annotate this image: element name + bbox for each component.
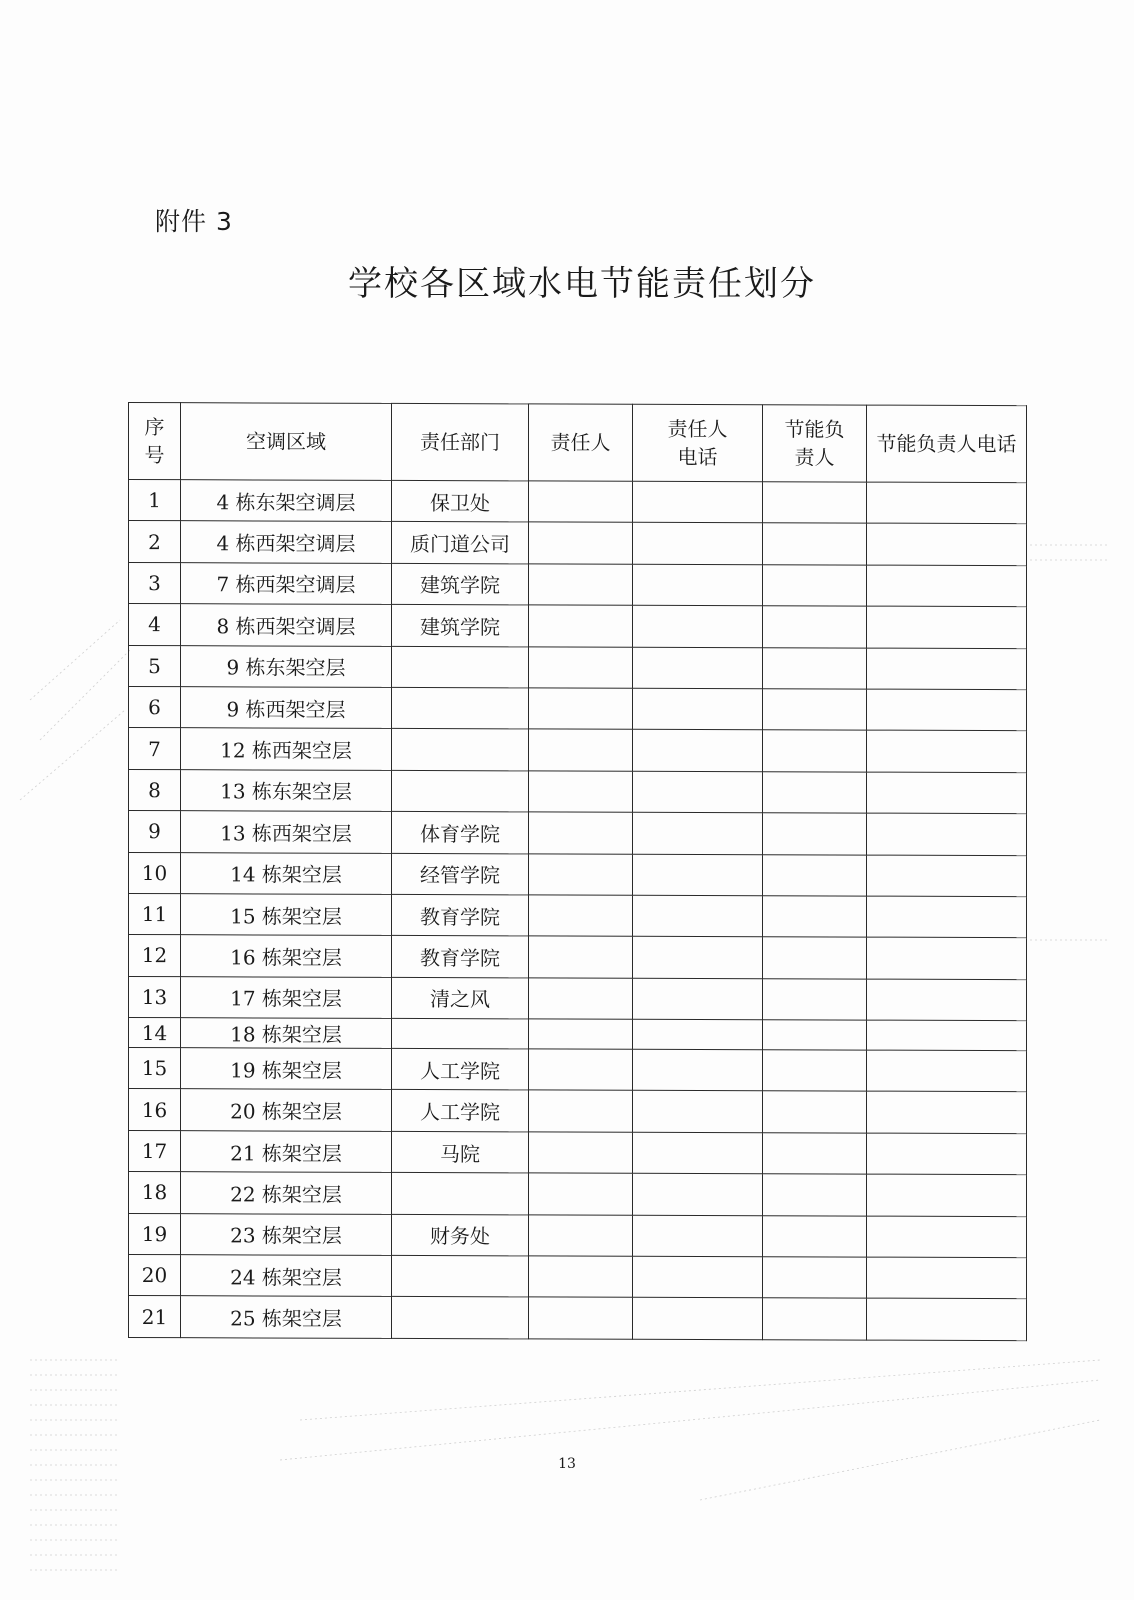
cell-saver — [763, 730, 867, 772]
cell-seq: 21 — [129, 1296, 181, 1338]
table-body — [129, 480, 1027, 1341]
header-saver-phone-label: 节能负责人电话 — [876, 431, 1017, 457]
cell-seq: 12 — [129, 935, 181, 977]
cell-saver-phone — [867, 1133, 1027, 1175]
header-dept: 责任部门 — [392, 403, 529, 480]
cell-area: 16 栋架空层 — [181, 935, 392, 977]
cell-person — [529, 812, 633, 854]
cell-phone — [633, 812, 763, 854]
cell-dept — [392, 646, 529, 688]
cell-seq: 2 — [129, 521, 181, 563]
cell-phone — [633, 895, 763, 937]
cell-person — [529, 688, 633, 730]
table-row — [129, 1089, 1027, 1134]
cell-phone — [633, 854, 763, 896]
cell-area: 20 栋架空层 — [181, 1089, 392, 1131]
cell-seq: 19 — [129, 1213, 181, 1255]
cell-phone — [633, 937, 763, 979]
table-row — [129, 1172, 1027, 1217]
cell-dept: 保卫处 — [392, 480, 529, 522]
cell-saver-phone — [867, 1216, 1027, 1258]
cell-seq: 11 — [129, 893, 181, 935]
cell-dept: 质门道公司 — [392, 522, 529, 564]
cell-person — [529, 522, 633, 564]
cell-person — [529, 936, 633, 978]
cell-area: 17 栋架空层 — [181, 976, 392, 1018]
cell-saver-phone — [867, 896, 1027, 938]
cell-area: 12 栋西架空层 — [181, 728, 392, 770]
cell-dept: 教育学院 — [392, 936, 529, 978]
cell-phone — [633, 1091, 763, 1133]
table-row — [129, 976, 1027, 1021]
responsibility-table-container — [128, 402, 1026, 1341]
cell-saver-phone — [867, 1020, 1027, 1051]
cell-saver — [763, 1174, 867, 1216]
cell-dept — [392, 687, 529, 729]
cell-person — [529, 729, 633, 771]
cell-dept: 清之风 — [392, 977, 529, 1019]
table-row — [129, 769, 1027, 814]
cell-person — [529, 646, 633, 688]
table-row — [129, 728, 1027, 773]
cell-person — [529, 1173, 633, 1215]
header-seq — [129, 403, 181, 480]
cell-saver — [763, 1091, 867, 1133]
cell-saver-phone — [867, 979, 1027, 1021]
cell-dept: 建筑学院 — [392, 605, 529, 647]
cell-seq: 5 — [129, 645, 181, 687]
cell-seq: 9 — [129, 811, 181, 853]
table-row — [129, 562, 1027, 607]
cell-phone — [633, 1019, 763, 1049]
page-title: 学校各区域水电节能责任划分 — [348, 264, 816, 304]
cell-saver-phone — [867, 482, 1027, 524]
page-number: 13 — [558, 1456, 576, 1472]
cell-dept: 财务处 — [392, 1214, 529, 1256]
header-seq-label: 序号 — [144, 415, 165, 468]
cell-saver — [763, 1133, 867, 1175]
cell-saver — [763, 813, 867, 855]
cell-saver — [763, 606, 867, 648]
cell-saver-phone — [867, 813, 1027, 855]
cell-saver-phone — [867, 1174, 1027, 1216]
cell-seq: 10 — [129, 852, 181, 894]
cell-area: 24 栋架空层 — [181, 1255, 392, 1297]
table-row — [129, 686, 1027, 731]
table-header-row — [129, 403, 1027, 483]
cell-seq: 15 — [129, 1048, 181, 1090]
cell-person — [529, 481, 633, 523]
cell-dept: 马院 — [392, 1131, 529, 1173]
cell-area: 23 栋架空层 — [181, 1213, 392, 1255]
cell-area: 4 栋东架空调层 — [181, 480, 392, 522]
cell-phone — [633, 688, 763, 730]
cell-seq: 7 — [129, 728, 181, 770]
cell-saver-phone — [867, 772, 1027, 814]
table-row — [129, 1255, 1027, 1300]
table-row — [129, 604, 1027, 649]
header-saver-phone — [867, 405, 1027, 483]
cell-phone — [633, 1174, 763, 1216]
cell-saver — [763, 1215, 867, 1257]
cell-area: 4 栋西架空调层 — [181, 521, 392, 563]
cell-dept — [392, 1255, 529, 1297]
cell-seq: 20 — [129, 1255, 181, 1297]
cell-saver — [763, 1050, 867, 1092]
cell-saver — [763, 854, 867, 896]
header-area: 空调区域 — [181, 403, 392, 481]
table-row — [129, 1018, 1027, 1051]
cell-seq: 16 — [129, 1089, 181, 1131]
cell-dept: 建筑学院 — [392, 563, 529, 605]
cell-dept: 体育学院 — [392, 812, 529, 854]
cell-seq: 14 — [129, 1018, 181, 1048]
table-row — [129, 1296, 1027, 1341]
cell-phone — [633, 1256, 763, 1298]
cell-area: 19 栋架空层 — [181, 1048, 392, 1090]
cell-saver — [763, 1020, 867, 1050]
header-saver-label: 节能负责人 — [784, 417, 845, 470]
table-row — [129, 1048, 1027, 1093]
attachment-label: 附件 3 — [155, 207, 233, 236]
cell-person — [529, 1297, 633, 1339]
header-saver — [763, 405, 867, 482]
cell-seq: 1 — [129, 480, 181, 522]
cell-area: 18 栋架空层 — [181, 1018, 392, 1049]
cell-seq: 3 — [129, 562, 181, 604]
cell-dept: 人工学院 — [392, 1048, 529, 1090]
table-row — [129, 480, 1027, 525]
cell-person — [529, 1215, 633, 1257]
cell-saver — [763, 896, 867, 938]
table-row — [129, 811, 1027, 856]
cell-area: 9 栋东架空层 — [181, 645, 392, 687]
cell-phone — [633, 564, 763, 606]
cell-saver — [763, 937, 867, 979]
cell-person — [529, 1132, 633, 1174]
cell-phone — [633, 978, 763, 1020]
cell-dept: 人工学院 — [392, 1090, 529, 1132]
cell-saver-phone — [867, 730, 1027, 772]
cell-phone — [633, 1215, 763, 1257]
table-row — [129, 893, 1027, 938]
responsibility-table — [128, 402, 1027, 1341]
cell-dept — [392, 770, 529, 812]
cell-saver-phone — [867, 648, 1027, 690]
cell-person — [529, 1090, 633, 1132]
cell-dept — [392, 1173, 529, 1215]
cell-area: 13 栋西架空层 — [181, 811, 392, 853]
header-phone-label: 责任人电话 — [667, 416, 728, 470]
cell-person — [529, 1256, 633, 1298]
cell-area: 9 栋西架空层 — [181, 687, 392, 729]
cell-saver — [763, 1298, 867, 1340]
cell-saver-phone — [867, 855, 1027, 897]
cell-dept — [392, 1297, 529, 1339]
cell-area: 25 栋架空层 — [181, 1296, 392, 1338]
cell-saver-phone — [867, 606, 1027, 648]
table-row — [129, 935, 1027, 980]
table-row — [129, 645, 1027, 690]
cell-dept — [392, 729, 529, 771]
cell-area: 21 栋架空层 — [181, 1131, 392, 1173]
cell-saver-phone — [867, 1092, 1027, 1134]
cell-seq: 13 — [129, 976, 181, 1018]
cell-saver — [763, 647, 867, 689]
cell-phone — [633, 481, 763, 523]
cell-person — [529, 564, 633, 606]
cell-area: 8 栋西架空调层 — [181, 604, 392, 646]
table-row — [129, 1213, 1027, 1258]
cell-person — [529, 895, 633, 937]
cell-person — [529, 605, 633, 647]
table-row — [129, 521, 1027, 566]
cell-phone — [633, 730, 763, 772]
cell-dept — [392, 1018, 529, 1048]
cell-person — [529, 771, 633, 813]
cell-phone — [633, 1298, 763, 1340]
cell-phone — [633, 523, 763, 565]
cell-saver — [763, 564, 867, 606]
cell-area: 7 栋西架空调层 — [181, 562, 392, 604]
cell-person — [529, 1019, 633, 1049]
cell-dept: 教育学院 — [392, 894, 529, 936]
cell-person — [529, 1049, 633, 1091]
cell-saver-phone — [867, 1257, 1027, 1299]
cell-saver — [763, 482, 867, 524]
cell-area: 13 栋东架空层 — [181, 769, 392, 811]
cell-person — [529, 978, 633, 1020]
cell-seq: 18 — [129, 1172, 181, 1214]
cell-seq: 17 — [129, 1130, 181, 1172]
cell-saver-phone — [867, 937, 1027, 979]
cell-phone — [633, 771, 763, 813]
header-phone — [633, 404, 763, 481]
cell-seq: 8 — [129, 769, 181, 811]
cell-saver-phone — [867, 565, 1027, 607]
cell-seq: 6 — [129, 686, 181, 728]
cell-saver-phone — [867, 689, 1027, 731]
cell-phone — [633, 647, 763, 689]
cell-saver — [763, 689, 867, 731]
cell-seq: 4 — [129, 604, 181, 646]
cell-saver — [763, 523, 867, 565]
table-row — [129, 1130, 1027, 1175]
cell-phone — [633, 605, 763, 647]
cell-saver-phone — [867, 1298, 1027, 1340]
cell-saver — [763, 771, 867, 813]
cell-saver — [763, 978, 867, 1020]
cell-area: 22 栋架空层 — [181, 1172, 392, 1214]
table-row — [129, 852, 1027, 897]
cell-area: 15 栋架空层 — [181, 894, 392, 936]
cell-saver-phone — [867, 523, 1027, 565]
cell-saver — [763, 1257, 867, 1299]
cell-person — [529, 853, 633, 895]
cell-phone — [633, 1049, 763, 1091]
cell-dept: 经管学院 — [392, 853, 529, 895]
cell-saver-phone — [867, 1050, 1027, 1092]
cell-phone — [633, 1132, 763, 1174]
cell-area: 14 栋架空层 — [181, 852, 392, 894]
header-person: 责任人 — [529, 404, 633, 481]
